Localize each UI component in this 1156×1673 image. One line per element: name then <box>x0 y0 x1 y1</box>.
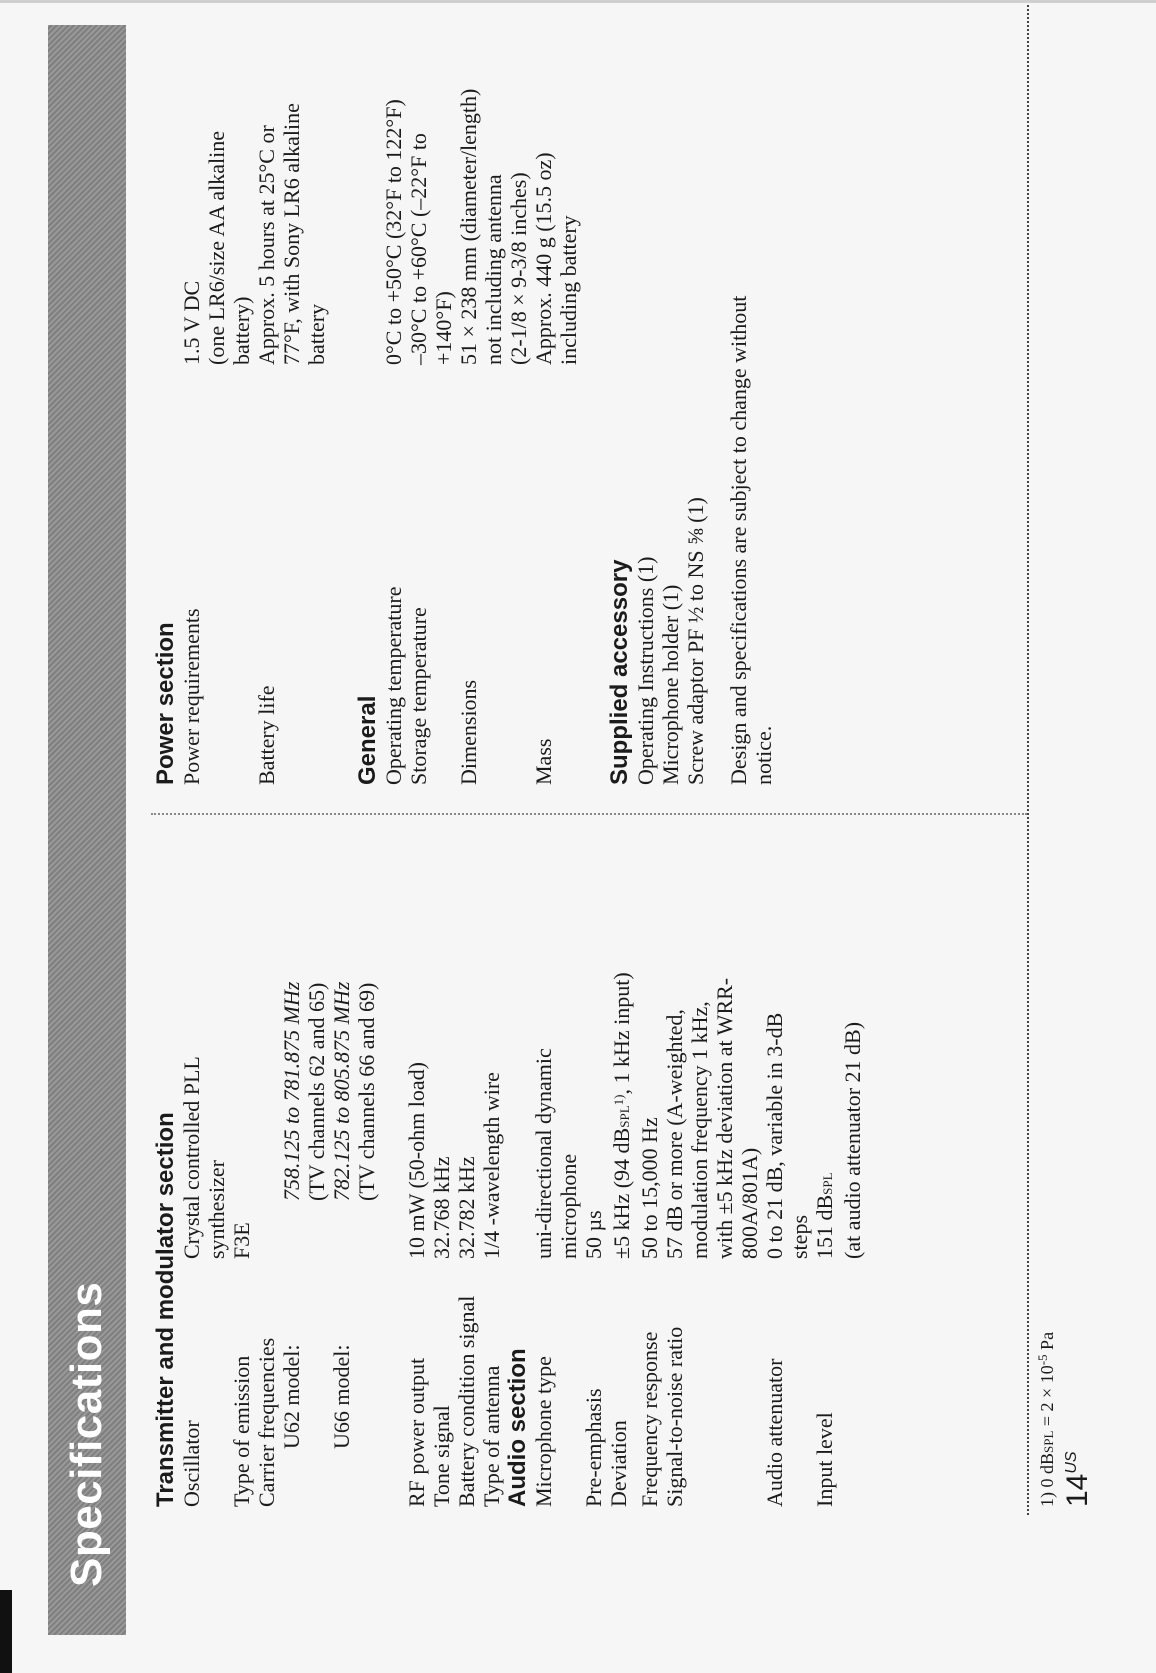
spec-label: Tone signal <box>429 1405 454 1507</box>
spec-value <box>662 807 762 1259</box>
footnote <box>1035 1332 1058 1507</box>
spec-value <box>254 5 329 365</box>
spec-label: Pre-emphasis <box>581 1388 606 1507</box>
accessory-item: Screw adaptor PF ½ to NS ⅝ (1) <box>683 497 708 785</box>
page-number-suffix: US <box>1063 1451 1080 1474</box>
spec-value <box>279 807 329 1201</box>
spec-value-line: 800A/801A) <box>737 1147 762 1259</box>
spec-label: Input level <box>812 1412 837 1507</box>
spec-value-line: 57 dB or more (A-weighted, <box>662 1009 687 1259</box>
footnote-ref: 1) <box>611 1094 626 1106</box>
spec-row-storage-temp <box>406 5 456 785</box>
spec-value-line: steps <box>787 1215 812 1259</box>
spec-row-deviation <box>606 807 637 1507</box>
spec-value: 32.768 kHz <box>429 1156 454 1259</box>
spec-label: U62 model: <box>279 1344 304 1449</box>
spl-subscript: SPL <box>820 1172 835 1195</box>
spl-subscript: SPL <box>1041 1430 1056 1453</box>
spec-value <box>531 807 581 1259</box>
spec-value-line: 758.125 to 781.875 MHz <box>279 981 304 1201</box>
title-banner <box>48 25 126 1635</box>
spacer <box>708 5 726 785</box>
spec-row-carrier <box>254 807 279 1507</box>
power-heading: Power section <box>152 622 179 785</box>
spec-label: Frequency response <box>637 1331 662 1507</box>
spec-value-line: including battery <box>556 215 581 365</box>
accessory-heading: Supplied accessory <box>606 559 633 785</box>
spec-row-preemphasis <box>581 807 606 1507</box>
spec-value: 1/4 -wavelength wire <box>479 1072 504 1259</box>
spec-row-antenna <box>479 807 504 1507</box>
general-heading: General <box>354 695 381 785</box>
spec-value-line: –30°C to +60°C (–22°F to <box>406 133 431 365</box>
footnote-text: = 2 × 10 <box>1037 1365 1057 1431</box>
spacer <box>379 807 404 1507</box>
spec-label: RF power output <box>404 1357 429 1507</box>
spec-value <box>762 807 812 1259</box>
spec-row-frequency <box>637 807 662 1507</box>
spec-value: 50 µs <box>581 1210 606 1259</box>
spec-value <box>606 807 637 1259</box>
spec-value <box>531 5 581 365</box>
footnote-prefix: 1) 0 dB <box>1037 1453 1057 1507</box>
spec-value <box>254 807 279 1259</box>
transmitter-heading: Transmitter and modulator section <box>152 1112 179 1507</box>
spec-label: Signal-to-noise ratio <box>662 1326 687 1507</box>
spec-value-line: uni-directional dynamic <box>531 1048 556 1259</box>
spec-value-line: battery <box>304 303 329 365</box>
notice-line: Design and specifications are subject to change without <box>726 295 751 785</box>
spec-value: 0°C to +50°C (32°F to 122°F) <box>381 99 406 365</box>
spec-value-line: 1.5 V DC <box>179 280 204 365</box>
spec-label: Battery condition signal <box>454 1295 479 1507</box>
spec-row-battery-life <box>254 5 329 785</box>
page-number-value: 14 <box>1061 1473 1094 1507</box>
spec-value-line: Approx. 440 g (15.5 oz) <box>531 152 556 365</box>
spec-row-tone <box>429 807 454 1507</box>
spec-value-line: (one LR6/size AA alkaline <box>204 131 229 365</box>
spec-label: Type of antenna <box>479 1365 504 1507</box>
spec-row-battery-signal <box>454 807 479 1507</box>
spacer <box>581 5 606 785</box>
input-level-text: 151 dB <box>812 1194 837 1259</box>
spec-label: Dimensions <box>456 679 481 785</box>
spec-row-rf <box>404 807 429 1507</box>
spec-row-attenuator <box>762 807 812 1507</box>
spec-label: Operating temperature <box>381 586 406 785</box>
spec-row-power-req <box>179 5 254 785</box>
spec-row-input-level <box>812 807 865 1507</box>
spec-value-line: (TV channels 62 and 65) <box>304 982 329 1201</box>
spec-value-line: (TV channels 66 and 69) <box>354 982 379 1201</box>
left-column <box>152 807 865 1507</box>
spec-row-snr <box>662 807 762 1507</box>
spec-value-line: synthesizer <box>204 1160 229 1259</box>
spec-row-dimensions <box>456 5 531 785</box>
spec-value: 10 mW (50-ohm load) <box>404 1062 429 1259</box>
spec-label: Carrier frequencies <box>254 1337 279 1507</box>
right-column <box>152 5 776 785</box>
spec-label: Storage temperature <box>406 607 431 785</box>
footnote-unit: Pa <box>1037 1331 1057 1355</box>
deviation-text: ±5 kHz (94 dB <box>609 1127 634 1259</box>
spec-value-line: 51 × 238 mm (diameter/length) <box>456 88 481 365</box>
spec-label: Power requirements <box>179 608 204 785</box>
footnote-exponent: -5 <box>1035 1354 1050 1366</box>
spec-label: U66 model: <box>329 1344 354 1449</box>
spec-row-mass <box>531 5 581 785</box>
accessory-item: Operating Instructions (1) <box>633 556 658 785</box>
spec-value-line: 0 to 21 dB, variable in 3-dB <box>762 1012 787 1259</box>
spec-value-line: modulation frequency 1 kHz, <box>687 1001 712 1259</box>
spec-row-emission <box>229 807 254 1507</box>
spec-value: F3E <box>229 1222 254 1259</box>
spec-value-line: 77°F, with Sony LR6 alkaline <box>279 103 304 365</box>
spec-value-line: (at audio attenuator 21 dB) <box>840 1021 865 1259</box>
spec-value <box>456 5 531 365</box>
spec-value-line <box>812 807 840 1259</box>
spec-value-line: not including antenna <box>481 174 506 365</box>
spec-value: 32.782 kHz <box>454 1156 479 1259</box>
spec-value-line: +140°F) <box>431 291 456 365</box>
spec-value-line: battery) <box>229 296 254 365</box>
spec-row-mic <box>531 807 581 1507</box>
spec-value-line: microphone <box>556 1153 581 1259</box>
spec-label: Microphone type <box>531 1356 556 1507</box>
spec-value <box>179 5 254 365</box>
spec-label: Oscillator <box>179 1420 204 1507</box>
spec-value-line: Crystal controlled PLL <box>179 1056 204 1259</box>
spec-value <box>812 807 865 1259</box>
spec-label: Deviation <box>606 1420 631 1507</box>
spec-label: Audio attenuator <box>762 1358 787 1507</box>
spec-row-oscillator <box>179 807 229 1507</box>
accessory-item: Microphone holder (1) <box>658 584 683 785</box>
spec-label: Type of emission <box>229 1355 254 1507</box>
spec-value <box>406 5 456 365</box>
spec-row-u62 <box>279 807 329 1507</box>
rotated-page <box>5 0 1145 1655</box>
audio-heading: Audio section <box>504 1348 531 1507</box>
spec-value: 50 to 15,000 Hz <box>637 1117 662 1259</box>
spl-subscript: SPL <box>617 1105 632 1128</box>
spec-label: Mass <box>531 738 556 785</box>
page-number <box>1061 1451 1095 1507</box>
spec-value-line: 782.125 to 805.875 MHz <box>329 981 354 1201</box>
spec-row-u66 <box>329 807 379 1507</box>
spacer <box>329 5 354 785</box>
footnote-separator <box>1027 5 1029 1515</box>
spec-value-line: with ±5 kHz deviation at WRR- <box>712 977 737 1259</box>
spec-value-line: Approx. 5 hours at 25°C or <box>254 125 279 365</box>
notice-line: notice. <box>751 725 776 785</box>
spec-value <box>329 807 379 1201</box>
spec-value-line: (2-1/8 × 9-3/8 inches) <box>506 172 531 365</box>
page-title: Specifications <box>62 1281 111 1587</box>
spec-label: Battery life <box>254 685 279 785</box>
spec-row-op-temp <box>381 5 406 785</box>
deviation-text-end: , 1 kHz input) <box>609 972 634 1095</box>
spec-value <box>179 807 229 1259</box>
